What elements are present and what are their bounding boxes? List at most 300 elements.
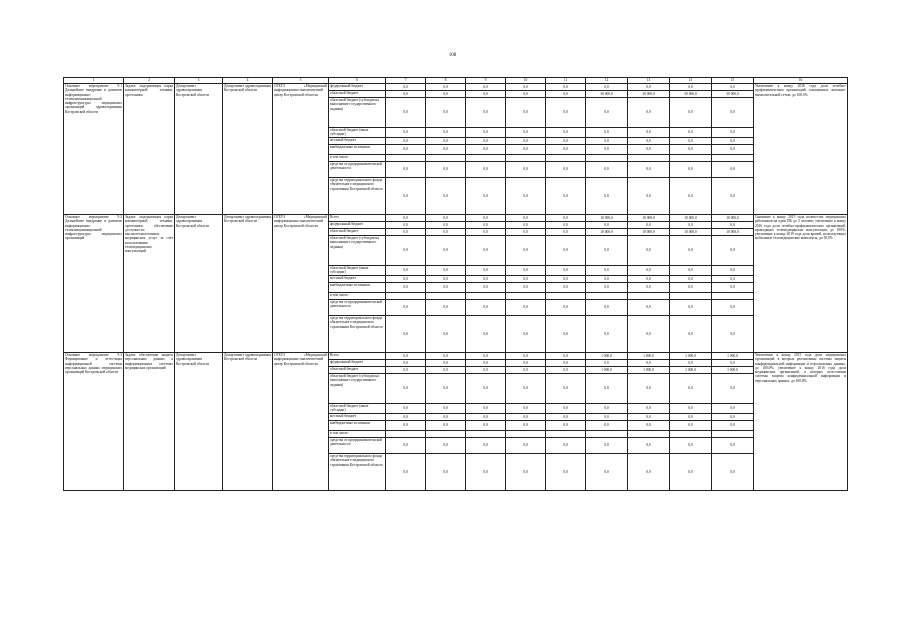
expected-result-cell: Снижение к концу 2015 года количества медицинских работников на один ПК до 3 человек; увеличение к концу 2016 года доли лечебно-профилактических организаций, проводящих телемедицинские консультации, до 100%; увеличение к концу 2019 года доли врачей, использующих мобильные телемедицинские комплексы, до 30,0% <box>754 215 848 353</box>
amount-cell-col-14: 0,0 <box>670 84 712 91</box>
amount-cell-col-15: 0,0 <box>712 138 754 145</box>
amount-cell-col-7: 0,0 <box>386 414 426 421</box>
amount-cell-col-15: 0,0 <box>712 438 754 454</box>
amount-cell-col-13: 0,0 <box>628 421 670 431</box>
funding-source-cell: областной бюджет (иные субсидии) <box>329 266 386 276</box>
amount-cell-col-12: 0,0 <box>586 421 628 431</box>
amount-cell-col-11: 0,0 <box>546 316 586 353</box>
column-number-15: 15 <box>712 78 754 84</box>
coexecutor-cell: Департамент здравоохранения Костромской области <box>223 353 273 491</box>
amount-cell-col-8: 0,0 <box>426 404 466 414</box>
amount-cell-col-11: 0,0 <box>546 283 586 293</box>
amount-cell-col-8: 0,0 <box>426 229 466 236</box>
program-table-wrapper <box>63 77 847 491</box>
funding-source-cell: средства от предпринимательской деятельности <box>329 300 386 316</box>
funding-source-cell: средства территориального фонда обязательного медицинского страхования Костромской области <box>329 454 386 491</box>
amount-cell-col-8: 0,0 <box>426 138 466 145</box>
amount-cell-col-9: 0,0 <box>466 360 506 367</box>
amount-cell-col-13: 0,0 <box>628 283 670 293</box>
amount-cell-col-12: 0,0 <box>586 178 628 215</box>
amount-cell-col-9: 0,0 <box>466 215 506 222</box>
amount-cell-col-9: 0,0 <box>466 162 506 178</box>
amount-cell-col-13: 0,0 <box>628 454 670 491</box>
amount-cell-col-10: 0,0 <box>506 162 546 178</box>
executor-cell: Департамент здравоохранения Костромской области <box>175 215 223 353</box>
amount-cell-col-9: 0,0 <box>466 454 506 491</box>
amount-cell-col-7: 0,0 <box>386 84 426 91</box>
amount-cell-col-11: 0,0 <box>546 276 586 283</box>
amount-cell-col-9: 0,0 <box>466 283 506 293</box>
funding-source-cell: местный бюджет <box>329 138 386 145</box>
amount-cell-col-11: 0,0 <box>546 145 586 155</box>
amount-cell-col-13 <box>628 431 670 438</box>
column-number-12: 12 <box>586 78 628 84</box>
amount-cell-col-15 <box>712 155 754 162</box>
amount-cell-col-14: 0,0 <box>670 138 712 145</box>
column-number-11: 11 <box>546 78 586 84</box>
amount-cell-col-13: 0,0 <box>628 266 670 276</box>
amount-cell-col-9 <box>466 155 506 162</box>
amount-cell-col-12: 0,0 <box>586 98 628 128</box>
amount-cell-col-12: 0,0 <box>586 276 628 283</box>
amount-cell-col-15: 30 000,0 <box>712 91 754 98</box>
amount-cell-col-7: 0,0 <box>386 162 426 178</box>
amount-cell-col-14: 0,0 <box>670 98 712 128</box>
funding-source-cell: областной бюджет (субсидия на выполнение государственного задания) <box>329 98 386 128</box>
column-number-2: 2 <box>124 78 175 84</box>
participant-cell: ОГБУЗ «Медицинский информационно-аналитический центр Костромской области» <box>273 84 329 215</box>
amount-cell-col-10: 0,0 <box>506 222 546 229</box>
amount-cell-col-10: 0,0 <box>506 215 546 222</box>
funding-source-cell: федеральный бюджет <box>329 84 386 91</box>
amount-cell-col-8: 0,0 <box>426 178 466 215</box>
amount-cell-col-10 <box>506 431 546 438</box>
amount-cell-col-9: 0,0 <box>466 438 506 454</box>
amount-cell-col-15: 0,0 <box>712 300 754 316</box>
amount-cell-col-10: 0,0 <box>506 421 546 431</box>
amount-cell-col-13: 10 000,0 <box>628 229 670 236</box>
funding-source-cell: внебюджетные источники <box>329 145 386 155</box>
amount-cell-col-14: 0,0 <box>670 178 712 215</box>
amount-cell-col-13: 0,0 <box>628 84 670 91</box>
amount-cell-col-10: 0,0 <box>506 414 546 421</box>
table-row <box>64 215 848 222</box>
amount-cell-col-8: 0,0 <box>426 276 466 283</box>
amount-cell-col-12: 0,0 <box>586 266 628 276</box>
amount-cell-col-9: 0,0 <box>466 316 506 353</box>
amount-cell-col-11: 0,0 <box>546 91 586 98</box>
amount-cell-col-8: 0,0 <box>426 300 466 316</box>
amount-cell-col-15: 0,0 <box>712 316 754 353</box>
amount-cell-col-13: 0,0 <box>628 236 670 266</box>
amount-cell-col-8: 0,0 <box>426 454 466 491</box>
amount-cell-col-15: 10 000,0 <box>712 215 754 222</box>
amount-cell-col-9: 0,0 <box>466 236 506 266</box>
amount-cell-col-14: 0,0 <box>670 236 712 266</box>
amount-cell-col-14: 0,0 <box>670 222 712 229</box>
funding-source-cell: в том числе: <box>329 155 386 162</box>
funding-source-cell: средства от предпринимательской деятельности <box>329 162 386 178</box>
column-number-6: 6 <box>329 78 386 84</box>
amount-cell-col-14: 10 000,0 <box>670 229 712 236</box>
amount-cell-col-15: 0,0 <box>712 236 754 266</box>
amount-cell-col-15 <box>712 431 754 438</box>
funding-source-cell: областной бюджет (субсидия на выполнение государственного задания) <box>329 236 386 266</box>
amount-cell-col-13: 0,0 <box>628 404 670 414</box>
column-number-10: 10 <box>506 78 546 84</box>
amount-cell-col-7: 0,0 <box>386 98 426 128</box>
amount-cell-col-8: 0,0 <box>426 374 466 404</box>
amount-cell-col-8: 0,0 <box>426 98 466 128</box>
amount-cell-col-10: 0,0 <box>506 438 546 454</box>
amount-cell-col-13: 1 000,0 <box>628 367 670 374</box>
amount-cell-col-15: 0,0 <box>712 98 754 128</box>
funding-source-cell: областной бюджет (иные субсидии) <box>329 128 386 138</box>
amount-cell-col-8: 0,0 <box>426 283 466 293</box>
amount-cell-col-7: 0,0 <box>386 229 426 236</box>
program-measures-table <box>63 77 848 491</box>
task-cell: Задача: модернизация парка компьютерной техники, оргтехники <box>124 84 175 215</box>
amount-cell-col-14: 30 000,0 <box>670 91 712 98</box>
amount-cell-col-15: 0,0 <box>712 360 754 367</box>
amount-cell-col-12: 0,0 <box>586 236 628 266</box>
amount-cell-col-7: 0,0 <box>386 404 426 414</box>
funding-source-cell: Всего <box>329 215 386 222</box>
amount-cell-col-9: 0,0 <box>466 353 506 360</box>
amount-cell-col-10: 0,0 <box>506 266 546 276</box>
amount-cell-col-10: 0,0 <box>506 84 546 91</box>
amount-cell-col-7: 0,0 <box>386 367 426 374</box>
column-number-4: 4 <box>223 78 273 84</box>
amount-cell-col-9: 0,0 <box>466 414 506 421</box>
amount-cell-col-13: 0,0 <box>628 360 670 367</box>
amount-cell-col-14: 0,0 <box>670 300 712 316</box>
amount-cell-col-15: 0,0 <box>712 414 754 421</box>
coexecutor-cell: Департамент здравоохранения Костромской области <box>223 84 273 215</box>
amount-cell-col-8: 0,0 <box>426 128 466 138</box>
amount-cell-col-10: 0,0 <box>506 178 546 215</box>
funding-source-cell: в том числе: <box>329 431 386 438</box>
amount-cell-col-7 <box>386 155 426 162</box>
amount-cell-col-8: 0,0 <box>426 360 466 367</box>
amount-cell-col-11: 0,0 <box>546 84 586 91</box>
amount-cell-col-11: 0,0 <box>546 404 586 414</box>
amount-cell-col-9 <box>466 431 506 438</box>
amount-cell-col-14: 0,0 <box>670 360 712 367</box>
amount-cell-col-8: 0,0 <box>426 84 466 91</box>
amount-cell-col-11: 0,0 <box>546 236 586 266</box>
amount-cell-col-9 <box>466 293 506 300</box>
column-number-16: 16 <box>754 78 848 84</box>
amount-cell-col-8: 0,0 <box>426 91 466 98</box>
amount-cell-col-8: 0,0 <box>426 316 466 353</box>
amount-cell-col-9: 0,0 <box>466 222 506 229</box>
amount-cell-col-7: 0,0 <box>386 91 426 98</box>
amount-cell-col-10: 0,0 <box>506 145 546 155</box>
amount-cell-col-8: 0,0 <box>426 266 466 276</box>
amount-cell-col-7: 0,0 <box>386 266 426 276</box>
amount-cell-col-10: 0,0 <box>506 316 546 353</box>
amount-cell-col-7 <box>386 431 426 438</box>
amount-cell-col-10: 0,0 <box>506 404 546 414</box>
amount-cell-col-12: 30 000,0 <box>586 91 628 98</box>
amount-cell-col-13: 0,0 <box>628 138 670 145</box>
column-number-9: 9 <box>466 78 506 84</box>
amount-cell-col-12: 0,0 <box>586 162 628 178</box>
funding-source-cell: Всего <box>329 353 386 360</box>
amount-cell-col-10 <box>506 155 546 162</box>
amount-cell-col-14 <box>670 431 712 438</box>
amount-cell-col-8: 0,0 <box>426 236 466 266</box>
page-number: 108 <box>448 53 457 58</box>
amount-cell-col-9: 0,0 <box>466 276 506 283</box>
column-number-7: 7 <box>386 78 426 84</box>
amount-cell-col-8 <box>426 431 466 438</box>
amount-cell-col-14: 0,0 <box>670 128 712 138</box>
amount-cell-col-13: 0,0 <box>628 300 670 316</box>
amount-cell-col-8: 0,0 <box>426 438 466 454</box>
expected-result-cell: Увеличение к концу 2016 года доли лечебно-профилактических организаций, оснащенных локально-вычислительной сетью, до 100,0% <box>754 84 848 215</box>
amount-cell-col-12: 0,0 <box>586 360 628 367</box>
amount-cell-col-14: 0,0 <box>670 421 712 431</box>
amount-cell-col-8: 0,0 <box>426 353 466 360</box>
amount-cell-col-8: 0,0 <box>426 421 466 431</box>
amount-cell-col-12: 10 000,0 <box>586 229 628 236</box>
amount-cell-col-12: 0,0 <box>586 414 628 421</box>
funding-source-cell: областной бюджет <box>329 91 386 98</box>
amount-cell-col-12: 0,0 <box>586 145 628 155</box>
amount-cell-col-13: 30 000,0 <box>628 91 670 98</box>
amount-cell-col-7: 0,0 <box>386 222 426 229</box>
amount-cell-col-10: 0,0 <box>506 236 546 266</box>
amount-cell-col-15: 0,0 <box>712 128 754 138</box>
coexecutor-cell: Департамент здравоохранения Костромской области <box>223 215 273 353</box>
funding-source-cell: местный бюджет <box>329 414 386 421</box>
amount-cell-col-10: 0,0 <box>506 276 546 283</box>
amount-cell-col-8: 0,0 <box>426 367 466 374</box>
column-number-13: 13 <box>628 78 670 84</box>
amount-cell-col-12: 0,0 <box>586 404 628 414</box>
amount-cell-col-14: 10 000,0 <box>670 215 712 222</box>
amount-cell-col-7: 0,0 <box>386 300 426 316</box>
amount-cell-col-13: 10 000,0 <box>628 215 670 222</box>
column-number-1: 1 <box>64 78 124 84</box>
measure-cell: Основное мероприятие 9.2 Дальнейшее внедрение и развитие информационно-телекоммуникационной инфраструктуры медицинских организаций <box>64 215 124 353</box>
amount-cell-col-11 <box>546 155 586 162</box>
funding-source-cell: внебюджетные источники <box>329 283 386 293</box>
amount-cell-col-7: 0,0 <box>386 276 426 283</box>
table-body <box>64 84 848 491</box>
amount-cell-col-7: 0,0 <box>386 145 426 155</box>
amount-cell-col-7: 0,0 <box>386 360 426 367</box>
amount-cell-col-7 <box>386 293 426 300</box>
amount-cell-col-9: 0,0 <box>466 91 506 98</box>
amount-cell-col-14: 0,0 <box>670 404 712 414</box>
amount-cell-col-12: 0,0 <box>586 283 628 293</box>
funding-source-cell: местный бюджет <box>329 276 386 283</box>
amount-cell-col-9: 0,0 <box>466 84 506 91</box>
amount-cell-col-12: 0,0 <box>586 374 628 404</box>
amount-cell-col-7: 0,0 <box>386 374 426 404</box>
amount-cell-col-7: 0,0 <box>386 353 426 360</box>
amount-cell-col-15: 0,0 <box>712 162 754 178</box>
column-number-3: 3 <box>175 78 223 84</box>
amount-cell-col-11 <box>546 293 586 300</box>
amount-cell-col-9: 0,0 <box>466 300 506 316</box>
amount-cell-col-11: 0,0 <box>546 162 586 178</box>
amount-cell-col-13: 0,0 <box>628 316 670 353</box>
amount-cell-col-8: 0,0 <box>426 222 466 229</box>
amount-cell-col-13: 0,0 <box>628 414 670 421</box>
funding-source-cell: областной бюджет (иные субсидии) <box>329 404 386 414</box>
funding-source-cell: федеральный бюджет <box>329 222 386 229</box>
amount-cell-col-15: 0,0 <box>712 276 754 283</box>
amount-cell-col-10 <box>506 293 546 300</box>
amount-cell-col-15 <box>712 293 754 300</box>
amount-cell-col-12 <box>586 431 628 438</box>
amount-cell-col-10: 0,0 <box>506 360 546 367</box>
participant-cell: ОГБУЗ «Медицинский информационно-аналитический центр Костромской области» <box>273 353 329 491</box>
amount-cell-col-10: 0,0 <box>506 138 546 145</box>
amount-cell-col-9: 0,0 <box>466 98 506 128</box>
amount-cell-col-12: 0,0 <box>586 138 628 145</box>
amount-cell-col-9: 0,0 <box>466 145 506 155</box>
amount-cell-col-12: 0,0 <box>586 454 628 491</box>
amount-cell-col-14: 0,0 <box>670 145 712 155</box>
amount-cell-col-10: 0,0 <box>506 91 546 98</box>
amount-cell-col-15: 0,0 <box>712 454 754 491</box>
amount-cell-col-11: 0,0 <box>546 367 586 374</box>
table-row <box>64 84 848 91</box>
amount-cell-col-10: 0,0 <box>506 128 546 138</box>
amount-cell-col-10: 0,0 <box>506 374 546 404</box>
amount-cell-col-9: 0,0 <box>466 229 506 236</box>
amount-cell-col-10: 0,0 <box>506 98 546 128</box>
amount-cell-col-15: 0,0 <box>712 178 754 215</box>
amount-cell-col-11: 0,0 <box>546 222 586 229</box>
amount-cell-col-8: 0,0 <box>426 414 466 421</box>
amount-cell-col-8: 0,0 <box>426 162 466 178</box>
amount-cell-col-11: 0,0 <box>546 353 586 360</box>
funding-source-cell: областной бюджет (субсидия на выполнение государственного задания) <box>329 374 386 404</box>
amount-cell-col-9: 0,0 <box>466 128 506 138</box>
amount-cell-col-13: 0,0 <box>628 162 670 178</box>
funding-source-cell: в том числе: <box>329 293 386 300</box>
amount-cell-col-9: 0,0 <box>466 178 506 215</box>
amount-cell-col-15: 0,0 <box>712 404 754 414</box>
amount-cell-col-11: 0,0 <box>546 266 586 276</box>
funding-source-cell: средства территориального фонда обязательного медицинского страхования Костромской области <box>329 316 386 353</box>
executor-cell: Департамент здравоохранения Костромской области <box>175 353 223 491</box>
amount-cell-col-7: 0,0 <box>386 316 426 353</box>
amount-cell-col-11: 0,0 <box>546 374 586 404</box>
funding-source-cell: внебюджетные источники <box>329 421 386 431</box>
participant-cell: ОГБУЗ «Медицинский информационно-аналитический центр Костромской области» <box>273 215 329 353</box>
amount-cell-col-12: 0,0 <box>586 84 628 91</box>
amount-cell-col-14: 0,0 <box>670 283 712 293</box>
amount-cell-col-12: 0,0 <box>586 222 628 229</box>
amount-cell-col-12: 10 000,0 <box>586 215 628 222</box>
amount-cell-col-9: 0,0 <box>466 138 506 145</box>
amount-cell-col-12 <box>586 293 628 300</box>
funding-source-cell: областной бюджет <box>329 367 386 374</box>
amount-cell-col-11: 0,0 <box>546 300 586 316</box>
amount-cell-col-7: 0,0 <box>386 421 426 431</box>
amount-cell-col-14: 0,0 <box>670 266 712 276</box>
amount-cell-col-13: 0,0 <box>628 222 670 229</box>
amount-cell-col-11: 0,0 <box>546 229 586 236</box>
amount-cell-col-12: 0,0 <box>586 316 628 353</box>
amount-cell-col-7: 0,0 <box>386 215 426 222</box>
amount-cell-col-9: 0,0 <box>466 374 506 404</box>
amount-cell-col-15: 10 000,0 <box>712 229 754 236</box>
amount-cell-col-7: 0,0 <box>386 138 426 145</box>
amount-cell-col-11 <box>546 431 586 438</box>
amount-cell-col-15: 0,0 <box>712 84 754 91</box>
amount-cell-col-14: 1 000,0 <box>670 353 712 360</box>
amount-cell-col-10: 0,0 <box>506 229 546 236</box>
amount-cell-col-12: 1 000,0 <box>586 353 628 360</box>
amount-cell-col-11: 0,0 <box>546 138 586 145</box>
amount-cell-col-14: 0,0 <box>670 374 712 404</box>
amount-cell-col-13 <box>628 293 670 300</box>
amount-cell-col-9: 0,0 <box>466 404 506 414</box>
amount-cell-col-14: 1 000,0 <box>670 367 712 374</box>
amount-cell-col-15: 0,0 <box>712 222 754 229</box>
measure-cell: Основное мероприятие 9.3 Формирование и аттестация информационной системы персональных данных медицинских организаций Костромской области <box>64 353 124 491</box>
funding-source-cell: средства от предпринимательской деятельности <box>329 438 386 454</box>
amount-cell-col-9: 0,0 <box>466 266 506 276</box>
amount-cell-col-11: 0,0 <box>546 454 586 491</box>
amount-cell-col-8 <box>426 293 466 300</box>
amount-cell-col-14: 0,0 <box>670 438 712 454</box>
amount-cell-col-8 <box>426 155 466 162</box>
table-row <box>64 353 848 360</box>
amount-cell-col-13: 1 000,0 <box>628 353 670 360</box>
amount-cell-col-12: 0,0 <box>586 128 628 138</box>
amount-cell-col-7: 0,0 <box>386 236 426 266</box>
amount-cell-col-11: 0,0 <box>546 414 586 421</box>
amount-cell-col-14: 0,0 <box>670 276 712 283</box>
amount-cell-col-7: 0,0 <box>386 128 426 138</box>
executor-cell: Департамент здравоохранения Костромской области <box>175 84 223 215</box>
amount-cell-col-10: 0,0 <box>506 283 546 293</box>
amount-cell-col-7: 0,0 <box>386 178 426 215</box>
measure-cell: Основное мероприятие 9.1 Дальнейшее внедрение и развитие информационно-телекоммуникационной инфраструктуры медицинских организаций здравоохранения Костромской области <box>64 84 124 215</box>
amount-cell-col-14: 0,0 <box>670 414 712 421</box>
amount-cell-col-8: 0,0 <box>426 215 466 222</box>
amount-cell-col-13: 0,0 <box>628 178 670 215</box>
amount-cell-col-8: 0,0 <box>426 145 466 155</box>
amount-cell-col-14: 0,0 <box>670 454 712 491</box>
amount-cell-col-15: 0,0 <box>712 145 754 155</box>
amount-cell-col-12: 0,0 <box>586 438 628 454</box>
amount-cell-col-11: 0,0 <box>546 438 586 454</box>
amount-cell-col-15: 0,0 <box>712 266 754 276</box>
funding-source-cell: федеральный бюджет <box>329 360 386 367</box>
amount-cell-col-14 <box>670 293 712 300</box>
amount-cell-col-13: 0,0 <box>628 128 670 138</box>
amount-cell-col-10: 0,0 <box>506 454 546 491</box>
funding-source-cell: средства территориального фонда обязательного медицинского страхования Костромской области <box>329 178 386 215</box>
amount-cell-col-9: 0,0 <box>466 421 506 431</box>
amount-cell-col-15: 1 000,0 <box>712 367 754 374</box>
column-number-8: 8 <box>426 78 466 84</box>
amount-cell-col-13: 0,0 <box>628 145 670 155</box>
expected-result-cell: Увеличение к концу 2015 года доли медицинских организаций, в которых реализованы системы защиты конфиденциальной информации и персональных данных, до 100,0%; увеличение к концу 2016 года доли медицинских организаций, в которых аттестованы системы защиты конфиденциальной информации и персональных данных, до 100,0% <box>754 353 848 491</box>
amount-cell-col-15: 1 000,0 <box>712 353 754 360</box>
amount-cell-col-13: 0,0 <box>628 438 670 454</box>
